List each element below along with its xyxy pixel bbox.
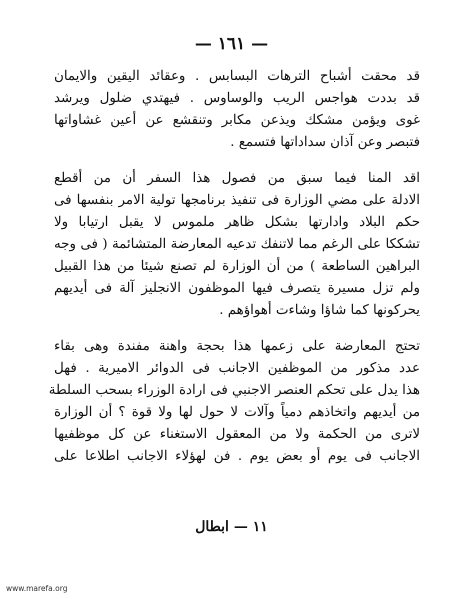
footer-signature: ١١ — ابطال bbox=[195, 519, 268, 535]
watermark: www.marefa.org bbox=[6, 584, 68, 593]
text-line: الاجانب فى يوم أو بعض يوم . فن لهؤلاء الاجانب اطلاعا على bbox=[54, 449, 420, 464]
text-line: يحركونها كما شاؤا وشاءت أهواؤهم . bbox=[219, 303, 420, 318]
text-line: عدد مذكور من الموظفين الاجانب فى الدوائر الاميرية . فهل bbox=[54, 361, 420, 376]
text-line: قد بددت هواجس الريب والوساوس . فيهتدي ضلول ويرشد bbox=[54, 91, 420, 106]
text-line: لاترى من الحكمة ولا من المعقول الاستغناء عن كل موظفيها bbox=[54, 427, 420, 442]
text-line: فتبصر وعن آذان سداداتها فتسمع . bbox=[230, 135, 420, 150]
text-line: من أيديهم واتخاذهم دمياً وآلات لا حول لها ولا قوة ؟ أن الوزارة bbox=[54, 405, 420, 420]
paragraph-3 bbox=[48, 336, 420, 468]
text-line: هذا يدل على تحكم العنصر الاجنبي فى ارادة الوزراء بسحب السلطة bbox=[48, 383, 420, 398]
paragraph-1 bbox=[54, 66, 420, 154]
text-line: البراهين الساطعة ) من أن الوزارة لم تصنع شيئا من هذا القبيل bbox=[54, 259, 420, 274]
text-line: اقد المنا فيما سبق من فصول هذا السفر أن من أقطع bbox=[54, 171, 420, 186]
page-number: — ١٦١ — bbox=[194, 34, 269, 54]
text-line: تحتج المعارضة على زعمها هذا بحجة واهنة مفندة وهى بقاء bbox=[54, 339, 420, 354]
text-line: غوى ويؤمن مشكك ويذعن مكابر وتنقشع عن أعين غشاواتها bbox=[54, 113, 420, 128]
body-text bbox=[48, 66, 420, 468]
text-line: ولم تزل مسيرة يتصرف فيها الموظفون الانجليز آلة فى أيديهم bbox=[54, 281, 420, 296]
text-line: قد محقت أشباح الترهات البسابس . وعقائد اليقين والايمان bbox=[54, 69, 420, 84]
text-line: تشككا على الرغم مما لاتنفك تدعيه المعارضة المتشائمة ( فى وجه bbox=[54, 237, 420, 252]
text-line: حكم البلاد وادارتها بشكل ظاهر ملموس لا يقبل ارتيابا ولا bbox=[54, 215, 420, 230]
text-line: الادلة على مضي الوزارة فى تنفيذ برنامجها تولية الامر بنفسها فى bbox=[54, 193, 420, 208]
paragraph-2 bbox=[54, 168, 420, 322]
